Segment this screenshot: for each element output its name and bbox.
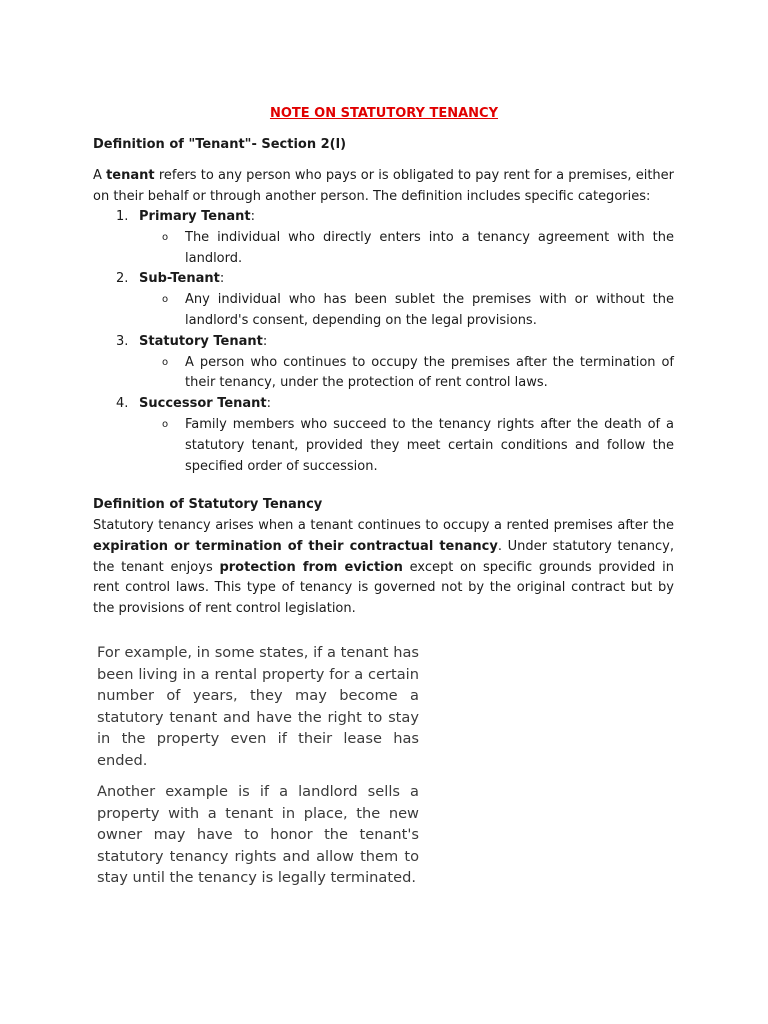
list-item: 1. Primary Tenant: o The individual who directly enters into a tenancy agreement with the landlord. <box>116 209 674 266</box>
tenant-definition-paragraph: A tenant refers to any person who pays or is obligated to pay rent for a premises, either on their behalf or through another person. The definition includes specific categories: <box>93 168 674 204</box>
category-label: Sub-Tenant <box>139 271 220 287</box>
document-title: NOTE ON STATUTORY TENANCY <box>269 106 499 121</box>
bullet-icon: o <box>162 231 169 243</box>
section-heading-tenant: Definition of "Tenant"- Section 2(l) <box>93 137 347 152</box>
statutory-tenancy-paragraph: Statutory tenancy arises when a tenant continues to occupy a rented premises after the expiration or termination of their contractual tenancy. Under statutory tenancy, the tenant enjoys protection from eviction except on specific grounds provided in rent control laws. This type of tenancy is governed not by the original contract but by the provisions of rent control legislation. <box>93 518 675 617</box>
tenant-categories-list <box>93 207 674 477</box>
example-paragraph-1: For example, in some states, if a tenant has been living in a rental property for a certain number of years, they may become a statutory tenant and have the right to stay in the property even if their lease has ended. <box>97 644 419 769</box>
category-label: Successor Tenant <box>139 396 267 412</box>
category-label: Primary Tenant <box>139 209 251 224</box>
bullet-icon: o <box>162 356 169 368</box>
list-item: 2. Sub-Tenant: o Any individual who has been sublet the premises with or without the landlord's consent, depending on the legal provisions. <box>116 271 674 328</box>
list-item: 4. Successor Tenant: o Family members who succeed to the tenancy rights after the death of a statutory tenant, provided they meet certain conditions and follow the specified order of succession. <box>116 396 674 474</box>
example-paragraph-2: Another example is if a landlord sells a property with a tenant in place, the new owner may have to honor the tenant's statutory tenancy rights and allow them to stay until the tenancy is legally terminated. <box>97 783 419 887</box>
category-label: Statutory Tenant <box>139 333 263 349</box>
section-heading-statutory-tenancy: Definition of Statutory Tenancy <box>93 497 323 512</box>
list-item: 3. Statutory Tenant: o A person who continues to occupy the premises after the termination of their tenancy, under the protection of rent control laws. <box>116 333 674 391</box>
bullet-icon: o <box>162 294 169 306</box>
bullet-icon: o <box>162 418 169 430</box>
